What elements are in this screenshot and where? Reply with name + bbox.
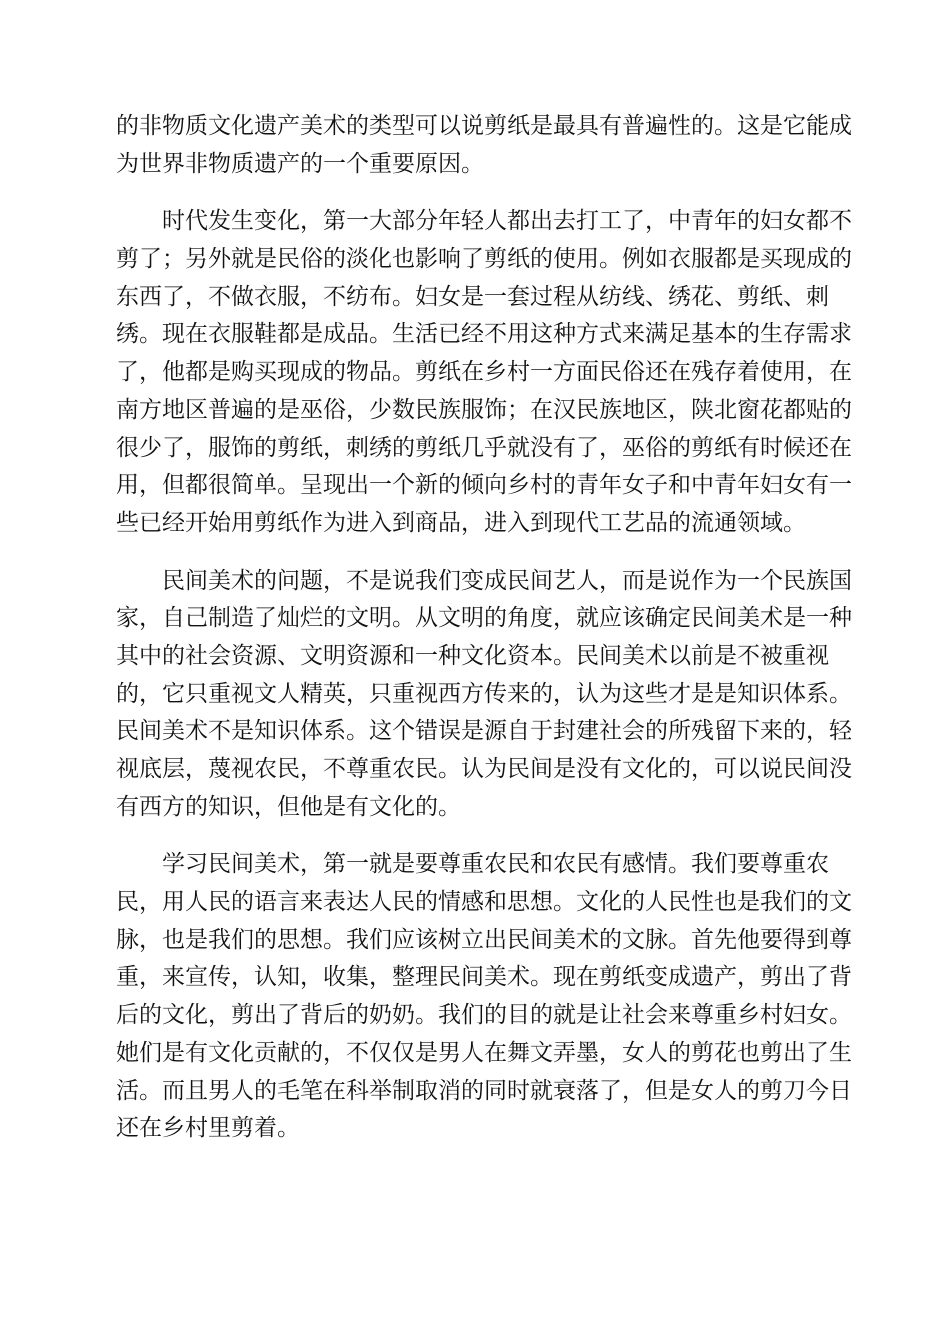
text-line: 其中的社会资源、文明资源和一种文化资本。民间美术以前是不被重视 xyxy=(116,642,829,669)
text-line: 南方地区普遍的是巫俗，少数民族服饰；在汉民族地区，陕北窗花都贴的 xyxy=(116,396,852,423)
paragraph-1 xyxy=(116,108,852,183)
text-line: 很少了，服饰的剪纸，刺绣的剪纸几乎就没有了，巫俗的剪纸有时候还在 xyxy=(116,434,852,461)
text-line: 东西了，不做衣服，不纺布。妇女是一套过程从纺线、绣花、剪纸、刺 xyxy=(116,283,829,310)
text-line: 的非物质文化遗产美术的类型可以说剪纸是最具有普遍性的。这是它能成 xyxy=(116,113,852,139)
text-line: 家，自己制造了灿烂的文明。从文明的角度，就应该确定民间美术是一种 xyxy=(116,605,852,632)
text-line: 还在乡村里剪着。 xyxy=(116,1115,300,1142)
text-line: 视底层，蔑视农民，不尊重农民。认为民间是没有文化的，可以说民间没 xyxy=(116,756,852,782)
text-line: 时代发生变化，第一大部分年轻人都出去打工了，中青年的妇女都不 xyxy=(116,208,852,235)
text-line: 为世界非物质遗产的一个重要原因。 xyxy=(116,150,484,177)
text-line: 有西方的知识，但他是有文化的。 xyxy=(116,793,461,820)
text-line: 活。而且男人的毛笔在科举制取消的同时就衰落了，但是女人的剪刀今日 xyxy=(116,1077,852,1104)
paragraph-3 xyxy=(116,563,852,827)
text-line: 些已经开始用剪纸作为进入到商品，进入到现代工艺品的流通领域。 xyxy=(116,509,806,536)
text-line: 她们是有文化贡献的，不仅仅是男人在舞文弄墨，女人的剪花也剪出了生 xyxy=(116,1039,852,1066)
text-line: 学习民间美术，第一就是要尊重农民和农民有感情。我们要尊重农 xyxy=(116,851,829,878)
paragraph-spacer xyxy=(116,826,834,846)
paragraph-spacer xyxy=(116,183,834,203)
text-line: 的，它只重视文人精英，只重视西方传来的，认为这些才是是知识体系。 xyxy=(116,680,852,707)
text-line: 剪了；另外就是民俗的淡化也影响了剪纸的使用。例如衣服都是买现成的 xyxy=(116,246,852,273)
paragraph-4 xyxy=(116,846,852,1148)
text-line: 后的文化，剪出了背后的奶奶。我们的目的就是让社会来尊重乡村妇女。 xyxy=(116,1002,852,1029)
text-line: 民间美术的问题，不是说我们变成民间艺人，而是说作为一个民族国 xyxy=(116,567,852,594)
paragraph-2 xyxy=(116,203,852,542)
paragraph-spacer xyxy=(116,543,834,563)
text-line: 用，但都很简单。呈现出一个新的倾向乡村的青年女子和中青年妇女有一 xyxy=(116,472,852,499)
text-line: 了，他都是购买现成的物品。剪纸在乡村一方面民俗还在残存着使用，在 xyxy=(116,359,852,386)
text-line: 绣。现在衣服鞋都是成品。生活已经不用这种方式来满足基本的生存需求 xyxy=(116,321,852,348)
text-line: 民，用人民的语言来表达人民的情感和思想。文化的人民性也是我们的文 xyxy=(116,889,852,916)
text-line: 重，来宣传，认知，收集，整理民间美术。现在剪纸变成遗产，剪出了背 xyxy=(116,964,852,991)
document-body xyxy=(116,108,852,1148)
text-line: 民间美术不是知识体系。这个错误是源自于封建社会的所残留下来的，轻 xyxy=(116,718,852,745)
text-line: 脉，也是我们的思想。我们应该树立出民间美术的文脉。首先他要得到尊 xyxy=(116,926,852,953)
